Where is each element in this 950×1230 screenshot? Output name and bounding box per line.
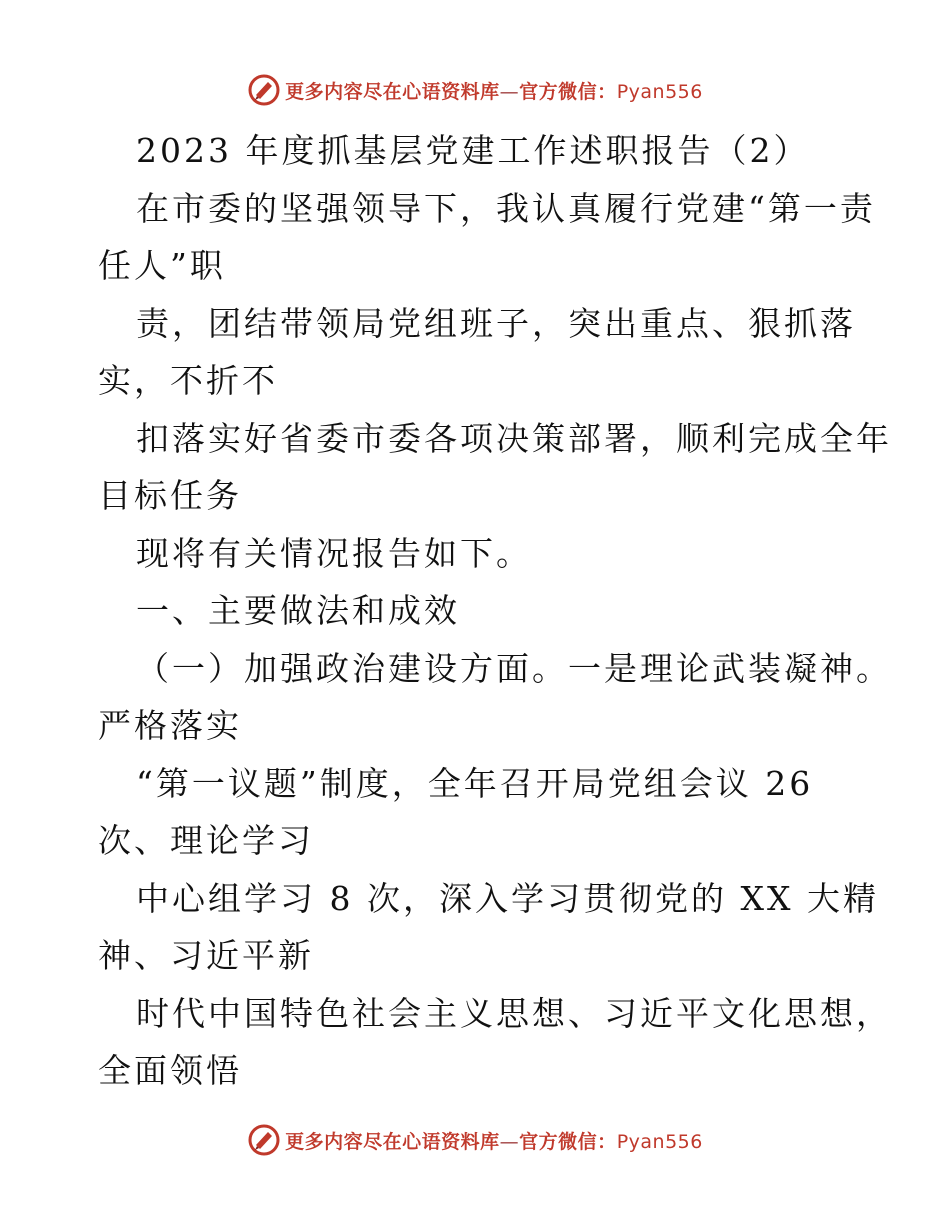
text-line: 时代中国特色社会主义思想、习近平文化思想， <box>136 993 892 1033</box>
text-line: 次、理论学习 <box>98 821 314 860</box>
text-line: 神、习近平新 <box>98 936 314 975</box>
document-body <box>98 122 892 1100</box>
watermark-id: Pyan556 <box>616 80 703 103</box>
watermark-label: 官方微信： <box>519 1130 617 1153</box>
text-line: 实，不折不 <box>98 361 278 400</box>
watermark-footer <box>0 1120 950 1160</box>
text-line: （一）加强政治建设方面。一是理论武装凝神。 <box>136 648 892 688</box>
watermark-main: 更多内容尽在心语资料库 <box>285 80 500 103</box>
text-line: 严格落实 <box>98 706 242 745</box>
watermark-header <box>0 70 950 110</box>
text-line: 中心组学习 8 次，深入学习贯彻党的 XX 大精 <box>136 878 879 918</box>
watermark-separator: — <box>499 80 520 103</box>
watermark-label: 官方微信： <box>519 80 617 103</box>
watermark-separator: — <box>499 1130 520 1153</box>
text-line: 任人”职 <box>98 246 226 285</box>
watermark-text <box>285 77 703 104</box>
logo-icon <box>247 73 281 107</box>
text-line: 现将有关情况报告如下。 <box>136 533 532 573</box>
watermark-text <box>285 1127 703 1154</box>
text-line: 责，团结带领局党组班子，突出重点、狠抓落 <box>136 303 856 343</box>
text-line: “第一议题”制度，全年召开局党组会议 26 <box>136 763 814 803</box>
text-line: 在市委的坚强领导下，我认真履行党建“第一责 <box>136 188 876 228</box>
logo-icon <box>247 1123 281 1157</box>
text-line: 一、主要做法和成效 <box>136 591 460 630</box>
watermark-main: 更多内容尽在心语资料库 <box>285 1130 500 1153</box>
text-line: 扣落实好省委市委各项决策部署，顺利完成全年 <box>136 418 892 458</box>
text-line: 2023 年度抓基层党建工作述职报告（2） <box>136 131 810 170</box>
text-line: 全面领悟 <box>98 1051 242 1090</box>
text-line: 目标任务 <box>98 476 242 515</box>
watermark-id: Pyan556 <box>616 1130 703 1153</box>
